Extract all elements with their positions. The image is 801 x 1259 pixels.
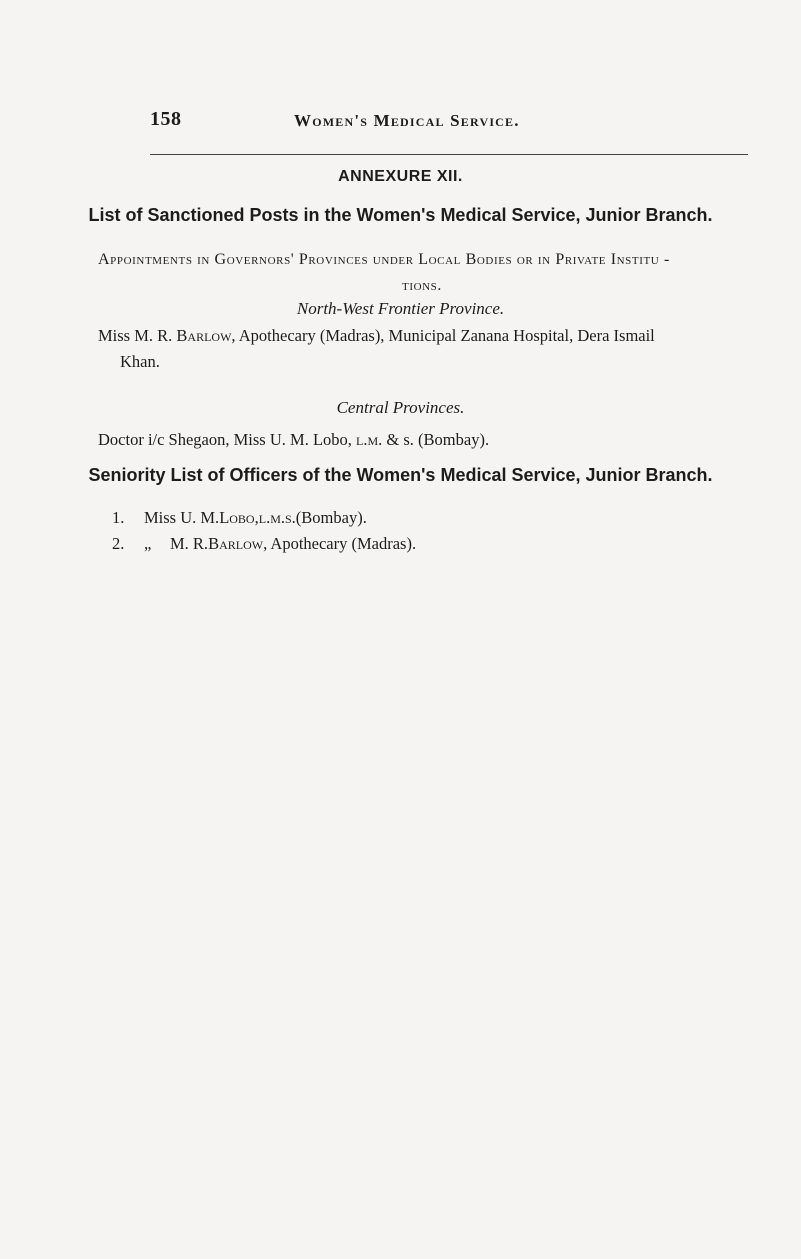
running-title: Women's Medical Service. bbox=[294, 111, 520, 130]
entry-degree: l.m. bbox=[356, 430, 383, 449]
province-heading-central: Central Provinces. bbox=[336, 398, 465, 417]
item-number: 2. bbox=[112, 534, 125, 553]
seniority-list bbox=[112, 505, 672, 557]
item-rest: , bbox=[254, 508, 259, 527]
item-name: M. R. bbox=[170, 534, 209, 553]
post-entry-lobo bbox=[98, 427, 752, 453]
item-surname: Lobo bbox=[219, 508, 255, 527]
appointments-heading bbox=[98, 247, 746, 299]
list-item bbox=[112, 505, 672, 531]
item-degree: l.m.s. bbox=[258, 508, 296, 527]
item-rest: , Apothecary (Madras). bbox=[263, 534, 417, 553]
item-number: 1. bbox=[112, 508, 125, 527]
item-name: Miss U. M. bbox=[144, 508, 220, 527]
province-heading-nwfp: North-West Frontier Province. bbox=[296, 299, 505, 318]
page-number: 158 bbox=[150, 108, 182, 130]
item-surname: Barlow bbox=[208, 534, 264, 553]
seniority-title: Seniority List of Officers of the Women's Medical Service, Junior Branch. bbox=[88, 465, 713, 485]
entry-continuation: Khan. bbox=[120, 352, 160, 371]
entry-text: Doctor i/c Shegaon, Miss U. M. Lobo, bbox=[98, 430, 357, 449]
running-header bbox=[150, 108, 750, 138]
appointments-heading-line2: tions. bbox=[402, 277, 442, 294]
item-detail: (Bombay). bbox=[295, 508, 367, 527]
appointments-heading-line1: Appointments in Governors' Provinces under Local Bodies or in Private Institu - bbox=[98, 251, 670, 268]
entry-suffix: & s. (Bombay). bbox=[382, 430, 490, 449]
post-entry-barlow bbox=[98, 323, 752, 375]
entry-name: Miss M. R. bbox=[98, 326, 177, 345]
post-entry-line bbox=[98, 323, 752, 349]
entry-detail: , Apothecary (Madras), Municipal Zanana Hospital, Dera Ismail bbox=[231, 326, 655, 345]
list-item bbox=[112, 531, 672, 557]
list-title: List of Sanctioned Posts in the Women's Medical Service, Junior Branch. bbox=[88, 205, 713, 225]
entry-surname: Barlow bbox=[176, 326, 232, 345]
annexure-title: ANNEXURE XII. bbox=[338, 168, 463, 185]
ditto-mark: „ bbox=[144, 534, 152, 553]
header-rule bbox=[150, 154, 748, 155]
